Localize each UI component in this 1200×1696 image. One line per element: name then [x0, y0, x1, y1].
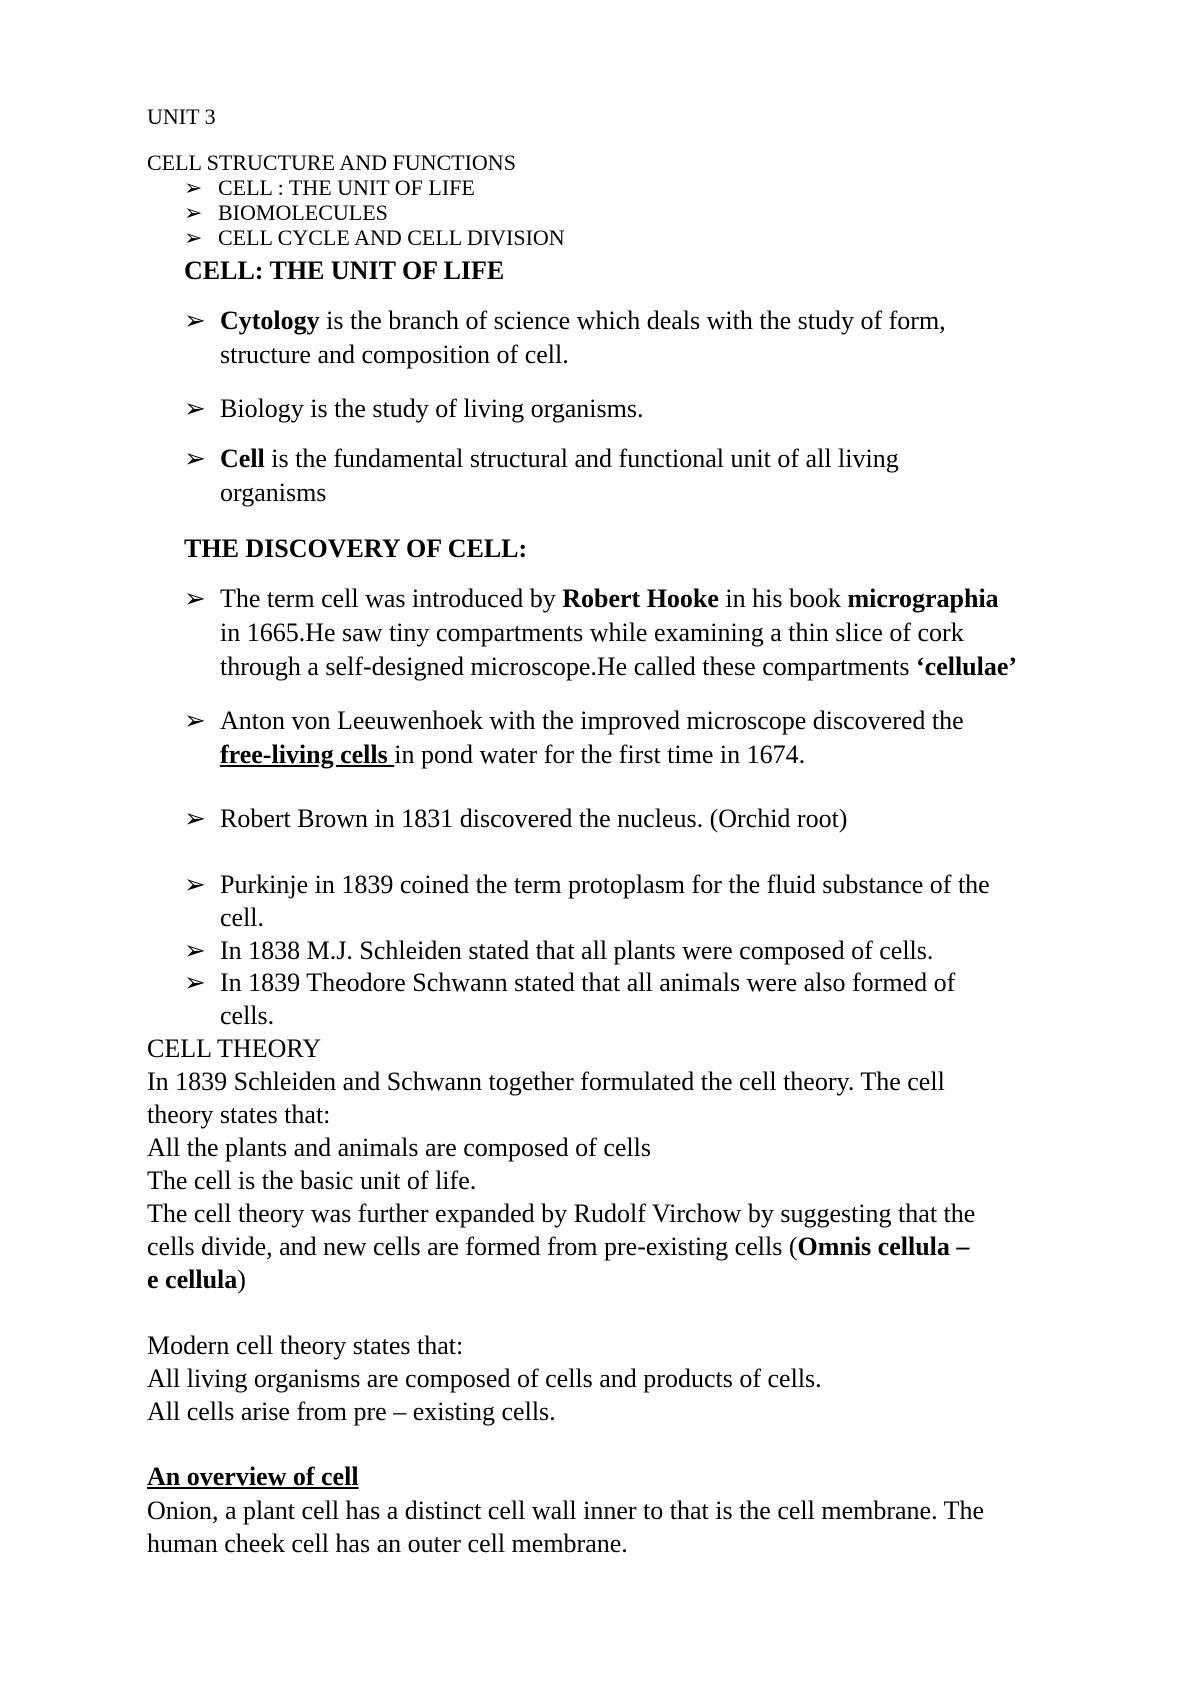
paragraph-line: theory states that:	[147, 1100, 331, 1129]
paragraph-text: cells divide, and new cells are formed from pre-existing cells (	[147, 1232, 798, 1261]
paragraph-line: Onion, a plant cell has a distinct cell wall inner to that is the cell membrane. The	[147, 1496, 985, 1525]
paragraph-line: In 1839 Schleiden and Schwann together formulated the cell theory. The cell	[147, 1067, 945, 1096]
bullet-text: cells.	[220, 1001, 275, 1030]
bullet-text: through a self-designed microscope.He called these compartments	[220, 652, 916, 681]
bullet-schleiden: In 1838 M.J. Schleiden stated that all plants were composed of cells.	[220, 936, 934, 965]
toc-bullet-icon: ➢	[184, 175, 203, 200]
toc-item: CELL : THE UNIT OF LIFE	[218, 175, 475, 200]
section-heading: THE DISCOVERY OF CELL:	[184, 534, 528, 563]
section-heading: An overview of cell	[147, 1462, 359, 1491]
bullet-icon: ➢	[184, 936, 206, 965]
bullet-cell	[220, 444, 899, 474]
bullet-text: structure and composition of cell.	[220, 340, 569, 369]
paragraph-line: All living organisms are composed of cells and products of cells.	[147, 1364, 822, 1393]
term-omnis-cellula: Omnis cellula –	[797, 1232, 970, 1261]
toc-bullet-icon: ➢	[184, 225, 203, 250]
bullet-icon: ➢	[184, 444, 206, 473]
book-title: micrographia	[847, 584, 999, 613]
bullet-icon: ➢	[184, 870, 206, 899]
bullet-biology: Biology is the study of living organisms.	[220, 394, 644, 423]
term-cytology: Cytology	[220, 306, 320, 335]
paragraph-line	[147, 1265, 246, 1295]
term-e-cellula: e cellula	[147, 1265, 238, 1294]
bullet-brown: Robert Brown in 1831 discovered the nucleus. (Orchid root)	[220, 804, 848, 833]
paragraph-text: )	[237, 1265, 246, 1294]
bullet-icon: ➢	[184, 306, 206, 335]
bullet-text	[220, 740, 805, 770]
name-robert-hooke: Robert Hooke	[562, 584, 719, 613]
bullet-text: The term cell was introduced by	[220, 584, 563, 613]
bullet-text: in his book	[718, 584, 848, 613]
paragraph-line: human cheek cell has an outer cell membrane.	[147, 1529, 628, 1558]
bullet-text: is the fundamental structural and functional unit of all living	[264, 444, 899, 473]
paragraph-line: The cell theory was further expanded by Rudolf Virchow by suggesting that the	[147, 1199, 976, 1228]
bullet-icon: ➢	[184, 804, 206, 833]
bullet-icon: ➢	[184, 394, 206, 423]
term-free-living-cells: free-living cells	[220, 740, 395, 769]
paragraph-line: All cells arise from pre – existing cells.	[147, 1397, 556, 1426]
paragraph-line: The cell is the basic unit of life.	[147, 1166, 477, 1195]
bullet-text: organisms	[220, 478, 327, 507]
section-heading: CELL: THE UNIT OF LIFE	[184, 256, 505, 285]
bullet-cytology	[220, 306, 946, 336]
toc-bullet-icon: ➢	[184, 200, 203, 225]
bullet-icon: ➢	[184, 584, 206, 613]
bullet-icon: ➢	[184, 706, 206, 735]
bullet-icon: ➢	[184, 968, 206, 997]
bullet-text: in pond water for the first time in 1674.	[394, 740, 806, 769]
bullet-schwann: In 1839 Theodore Schwann stated that all animals were also formed of	[220, 968, 956, 997]
bullet-text	[220, 652, 1017, 682]
unit-title: CELL STRUCTURE AND FUNCTIONS	[147, 150, 516, 175]
bullet-text: is the branch of science which deals with the study of form,	[319, 306, 946, 335]
paragraph-line: All the plants and animals are composed of cells	[147, 1133, 651, 1162]
toc-item: BIOMOLECULES	[218, 200, 388, 225]
section-heading: CELL THEORY	[147, 1034, 322, 1063]
toc-item: CELL CYCLE AND CELL DIVISION	[218, 225, 565, 250]
bullet-text: cell.	[220, 903, 265, 932]
term-cell: Cell	[220, 444, 265, 473]
unit-label: UNIT 3	[147, 104, 216, 129]
paragraph-line	[147, 1232, 969, 1262]
bullet-hooke	[220, 584, 999, 614]
paragraph-line: Modern cell theory states that:	[147, 1331, 464, 1360]
bullet-text: in 1665.He saw tiny compartments while examining a thin slice of cork	[220, 618, 964, 647]
bullet-purkinje: Purkinje in 1839 coined the term protoplasm for the fluid substance of the	[220, 870, 990, 899]
bullet-leeuwenhoek: Anton von Leeuwenhoek with the improved microscope discovered the	[220, 706, 964, 735]
term-cellulae: ‘cellulae’	[915, 652, 1018, 681]
